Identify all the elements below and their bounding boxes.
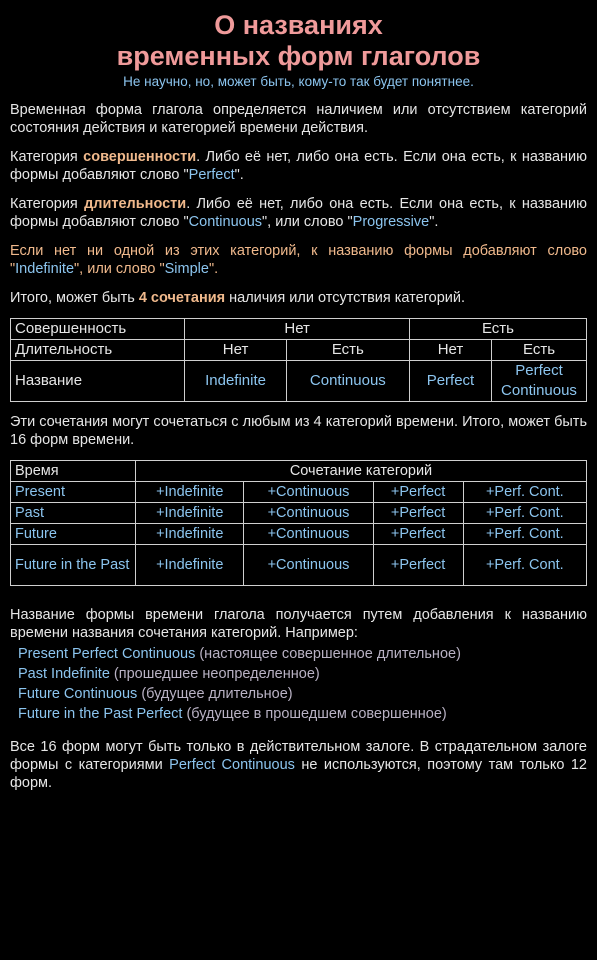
name-cell: Perfect Continuous [492, 361, 587, 402]
table-row [11, 545, 587, 586]
header-combination: Сочетание категорий [136, 461, 587, 482]
term-duration: длительности [84, 196, 187, 212]
table-cell: +Indefinite [136, 482, 244, 503]
time-cell: Future in the Past [11, 545, 136, 586]
table-cell: +Perfect [373, 503, 463, 524]
word-perfect-continuous: Perfect Continuous [169, 757, 295, 773]
table-cell: +Perf. Cont. [463, 482, 586, 503]
name-cell: Indefinite [185, 361, 286, 402]
header-time: Время [11, 461, 136, 482]
list-item [18, 644, 587, 664]
text: ", или слово " [262, 214, 353, 230]
table-cell: +Indefinite [136, 503, 244, 524]
table-cell: +Perf. Cont. [463, 524, 586, 545]
list-item [18, 664, 587, 684]
text: Категория [10, 196, 85, 212]
table-row [11, 461, 587, 482]
cell-yes: Есть [409, 319, 586, 340]
text: не используются, поэтому там только 12 форм. [10, 757, 587, 791]
word-continuous: Continuous [188, 214, 263, 230]
table-cell: +Perf. Cont. [463, 545, 586, 586]
cell-no: Нет [185, 319, 410, 340]
table-row [11, 482, 587, 503]
title-line-2: временных форм глаголов [116, 41, 481, 71]
paragraph-naming: Название формы времени глагола получается путем добавления к названию времени названия сочетания категорий. Например: [10, 607, 587, 641]
text: ". [208, 261, 219, 277]
table-cell: +Perf. Cont. [463, 503, 586, 524]
tense-table [10, 460, 587, 586]
row-label-name: Название [11, 361, 185, 402]
example-ru: (будущее в прошедшем совершенное) [182, 706, 447, 722]
table-cell: Нет [185, 340, 286, 361]
paragraph-intro: Временная форма глагола определяется наличием или отсутствием категорий состояния действия и категорией времени действия. [10, 102, 587, 136]
word-perfect: Perfect [188, 167, 235, 183]
paragraph-passive [10, 738, 587, 792]
name-cell: Continuous [286, 361, 409, 402]
list-item [18, 704, 587, 724]
table-cell: Есть [492, 340, 587, 361]
paragraph-perfect [10, 148, 587, 184]
table-cell: +Indefinite [136, 545, 244, 586]
word-simple: Simple [164, 261, 209, 277]
row-label-perfectness: Совершенность [11, 319, 185, 340]
term-perfectness: совершенности [83, 149, 197, 165]
table-cell: +Continuous [244, 545, 373, 586]
table-cell: Есть [286, 340, 409, 361]
table-cell: +Indefinite [136, 524, 244, 545]
text: наличия или отсутствия категорий. [225, 290, 466, 306]
text: ", или слово " [74, 261, 165, 277]
example-en: Present Perfect Continuous [18, 646, 196, 662]
table-row [11, 340, 587, 361]
title-line-1: О названиях [214, 10, 383, 40]
paragraph-sixteen-forms: Эти сочетания могут сочетаться с любым из 4 категорий времени. Итого, может быть 16 форм времени. [10, 414, 587, 448]
table-cell: +Continuous [244, 482, 373, 503]
table-row [11, 361, 587, 402]
word-progressive: Progressive [352, 214, 430, 230]
example-ru: (настоящее совершенное длительное) [195, 646, 461, 662]
example-en: Past Indefinite [18, 666, 110, 682]
table-cell: +Perfect [373, 524, 463, 545]
table-cell: Нет [409, 340, 491, 361]
example-ru: (прошедшее неопределенное) [109, 666, 320, 682]
page-title [10, 0, 587, 72]
row-label-duration: Длительность [11, 340, 185, 361]
text: . Либо её нет, либо она есть. Если она есть, к названию формы добавляют слово " [10, 196, 587, 230]
example-ru: (будущее длительное) [137, 686, 293, 702]
time-cell: Future [11, 524, 136, 545]
example-en: Future Continuous [18, 686, 138, 702]
text: Если нет ни одной из этих категорий, к названию формы добавляют слово " [10, 243, 587, 277]
table-row [11, 503, 587, 524]
paragraph-continuous [10, 195, 587, 231]
list-item [18, 684, 587, 704]
name-cell: Perfect [409, 361, 491, 402]
table-row [11, 319, 587, 340]
table-cell: +Continuous [244, 524, 373, 545]
table-row [11, 524, 587, 545]
text: ". [234, 167, 244, 183]
word-indefinite: Indefinite [15, 261, 75, 277]
text: Итого, может быть [10, 290, 139, 306]
table-cell: +Perfect [373, 545, 463, 586]
table-cell: +Perfect [373, 482, 463, 503]
text: . Либо её нет, либо она есть. Если она есть, к названию формы добавляют слово " [10, 149, 587, 183]
four-combinations: 4 сочетания [138, 290, 226, 306]
paragraph-indefinite [10, 242, 587, 278]
examples-list [18, 644, 587, 724]
example-en: Future in the Past Perfect [18, 706, 183, 722]
time-cell: Past [11, 503, 136, 524]
text: Все 16 форм могут быть только в действительном залоге. В страдательном залоге формы с категориями [10, 739, 587, 773]
text: ". [429, 214, 439, 230]
paragraph-total [10, 289, 587, 307]
subtitle: Не научно, но, может быть, кому-то так будет понятнее. [123, 74, 474, 89]
combinations-table [10, 318, 587, 402]
text: Категория [10, 149, 84, 165]
time-cell: Present [11, 482, 136, 503]
table-cell: +Continuous [244, 503, 373, 524]
